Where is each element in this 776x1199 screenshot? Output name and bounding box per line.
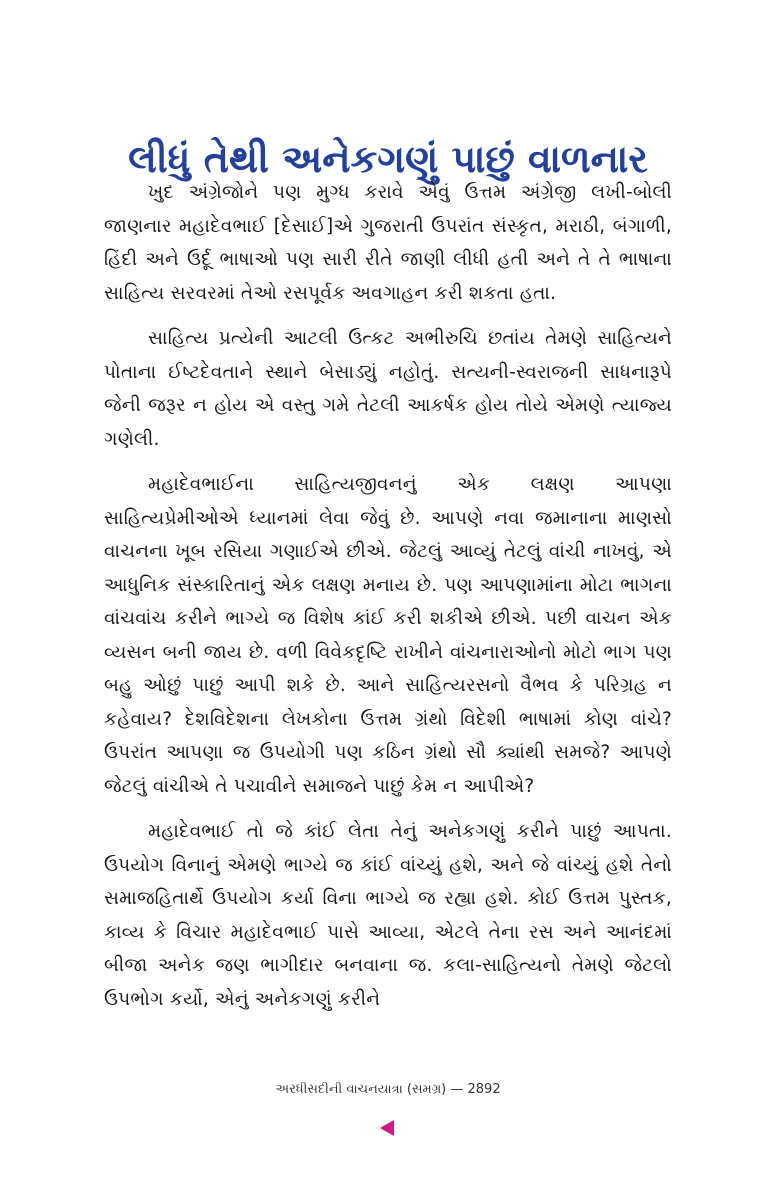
- page-title: લીધું તેથી અનેકગણું પાછું વાળનાર: [128, 137, 648, 182]
- paragraph-3: મહાદેવભાઈના સાહિત્યજીવનનું એક લક્ષણ આપણા સાહિત્યપ્રેમીઓએ ધ્યાનમાં લેવા જેવું છે. આપણે નવા જમાનાના માણસો વાચનના ખૂબ રસિયા ગણાઈએ છીએ. જેટલું આવ્યું તેટલું વાંચી નાખવું, એ આધુનિક સંસ્કારિતાનું એક લક્ષણ મનાય છે. પણ આપણામાંના મોટા ભાગના વાંચવાંચ કરીને ભાગ્યે જ વિશેષ કાંઈ કરી શકીએ છીએ. પછી વાચન એક વ્યસન બની જાય છે. વળી વિવેકદૃષ્ટિ રાખીને વાંચનારાઓનો મોટો ભાગ પણ બહુ ઓછું પાછું આપી શકે છે. આને સાહિત્યરસનો વૈભવ કે પરિગ્રહ ન કહેવાય? દેશવિદેશના લેખકોના ઉત્તમ ગ્રંથો વિદેશી ભાષામાં કોણ વાંચે? ઉપરાંત આપણા જ ઉપયોગી પણ કઠિન ગ્રંથો સૌ ક્યાંથી સમજે? આપણે જેટલું વાંચીએ તે પચાવીને સમાજને પાછું કેમ ન આપીએ?: [104, 474, 672, 797]
- article-body: [104, 176, 672, 1028]
- page-footer: અરધીસદીની વાચનયાત્રા (સમગ્ર) — 2892: [275, 1082, 501, 1097]
- paragraph-1: ખુદ અંગ્રેજોને પણ મુગ્ધ કરાવે એવું ઉત્તમ અંગ્રેજી લખી-બોલી જાણનાર મહાદેવભાઈ [દેસાઈ]એ ગુજરાતી ઉપરાંત સંસ્કૃત, મરાઠી, બંગાળી, હિંદી અને ઉર્દૂ ભાષાઓ પણ સારી રીતે જાણી લીધી હતી અને તે તે ભાષાના સાહિત્ય સરવરમાં તેઓ રસપૂર્વક અવગાહન કરી શકતા હતા.: [104, 182, 672, 304]
- previous-page-arrow-icon[interactable]: [380, 1120, 394, 1136]
- paragraph-2: સાહિત્ય પ્રત્યેની આટલી ઉત્કટ અભીરુચિ છતાંય તેમણે સાહિત્યને પોતાના ઈષ્ટદેવતાને સ્થાને બેસાડ્યું નહોતું. સત્યની-સ્વરાજની સાધનારૂપે જેની જરૂર ન હોય એ વસ્તુ ગમે તેટલી આકર્ષક હોય તોયે એમણે ત્યાજ્ય ગણેલી.: [104, 328, 672, 450]
- paragraph-4: મહાદેવભાઈ તો જે કાંઈ લેતા તેનું અનેકગણું કરીને પાછું આપતા. ઉપયોગ વિનાનું એમણે ભાગ્યે જ કાંઈ વાંચ્યું હશે, અને જે વાંચ્યું હશે તેનો સમાજહિતાર્થે ઉપયોગ કર્યા વિના ભાગ્યે જ રહ્યા હશે. કોઈ ઉત્તમ પુસ્તક, કાવ્ય કે વિચાર મહાદેવભાઈ પાસે આવ્યા, એટલે તેના રસ અને આનંદમાં બીજા અનેક જણ ભાગીદાર બનવાના જ. કલા-સાહિત્યનો તેમણે જેટલો ઉપભોગ કર્યો, એનું અનેકગણું કરીને: [104, 821, 672, 1010]
